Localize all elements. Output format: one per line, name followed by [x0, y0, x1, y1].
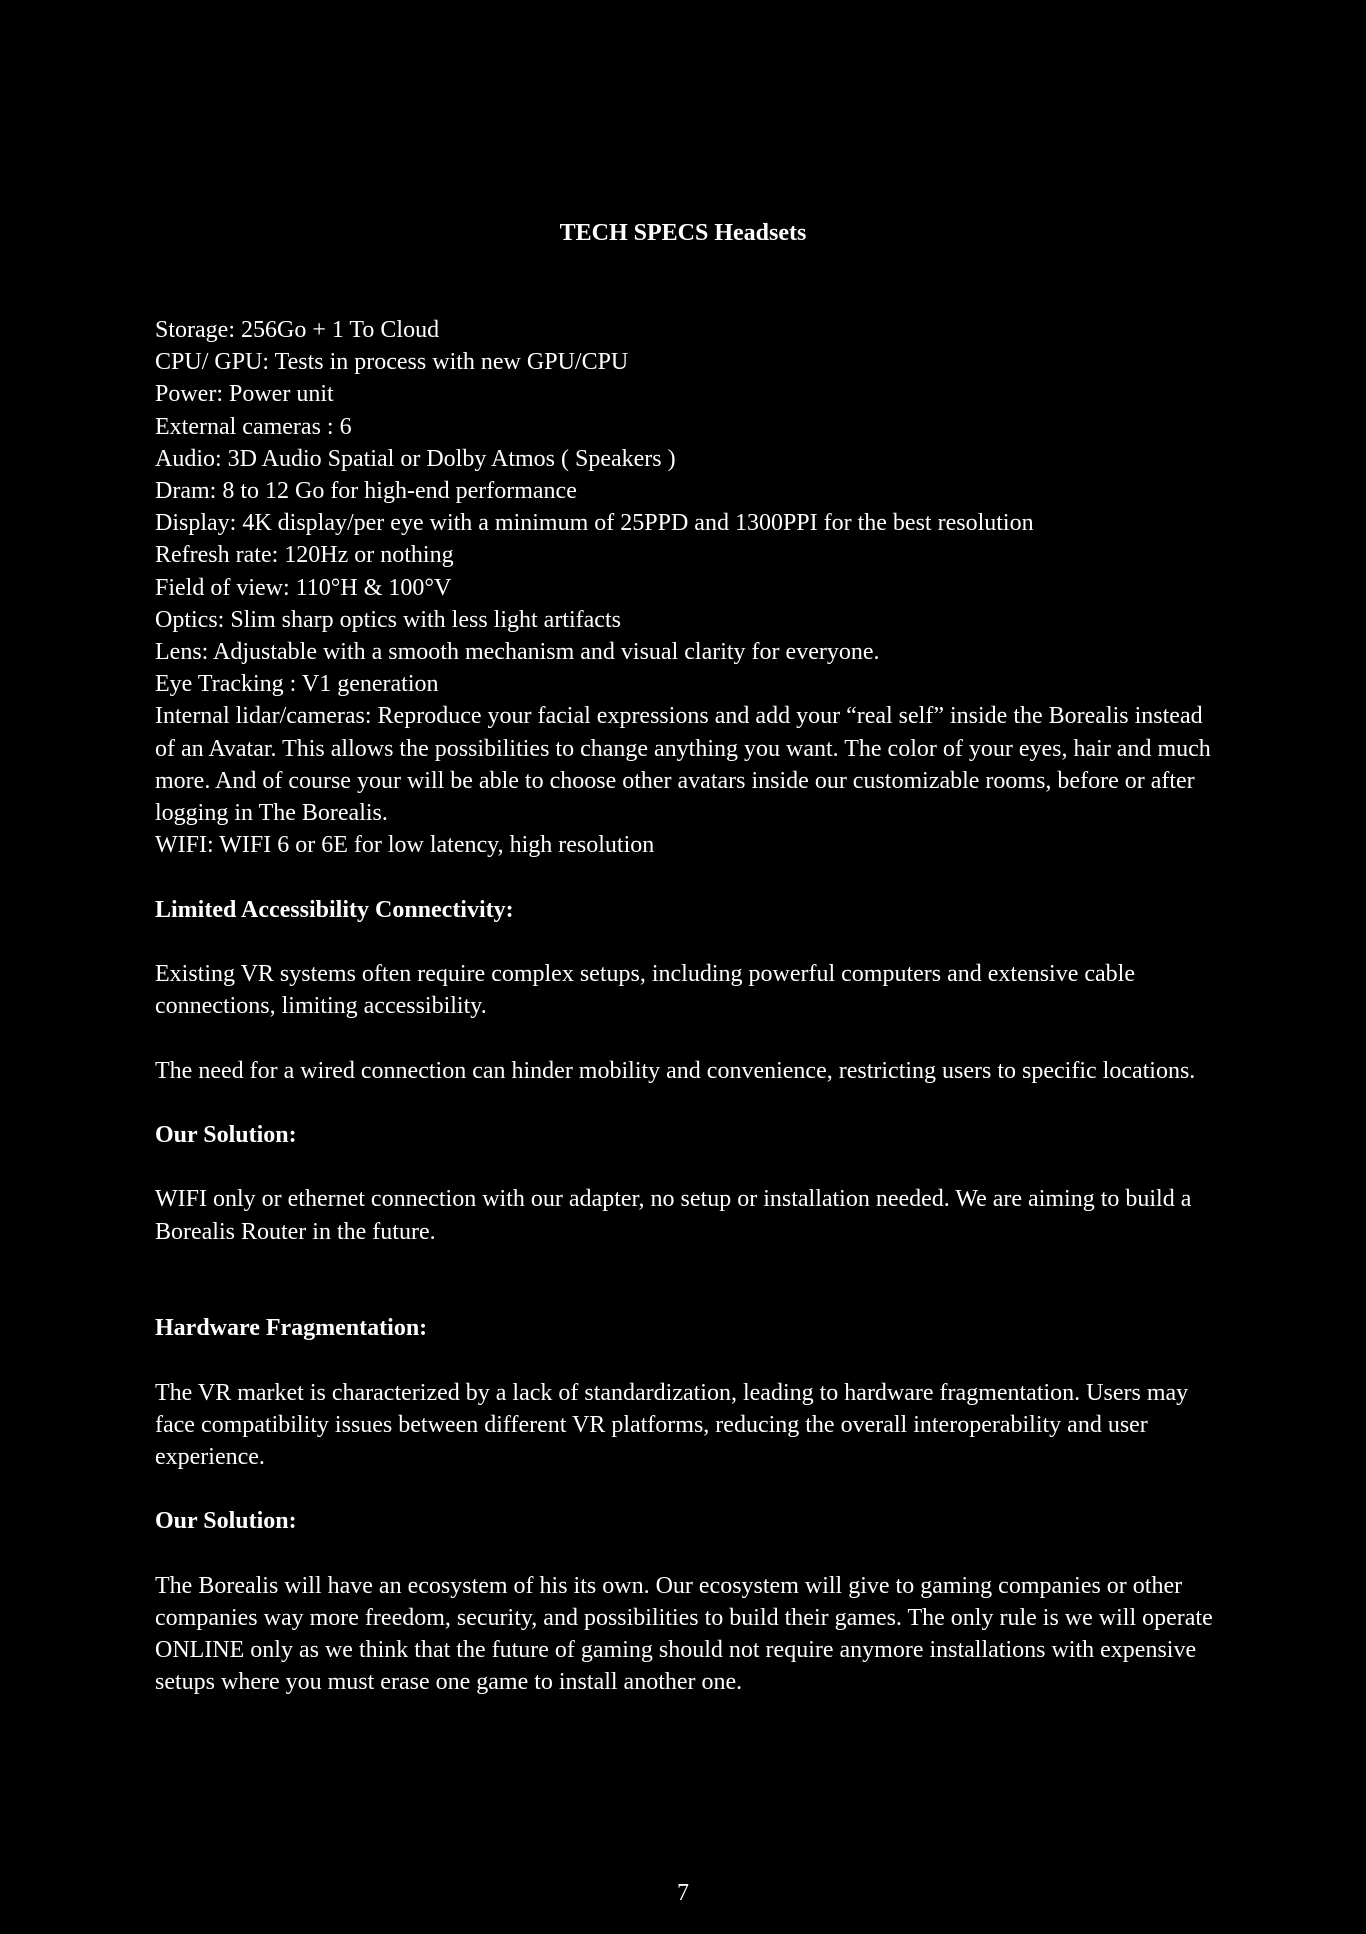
spec-wifi: WIFI: WIFI 6 or 6E for low latency, high resolution — [155, 832, 655, 859]
spec-cpu-gpu: CPU/ GPU: Tests in process with new GPU/CPU — [155, 349, 629, 376]
spec-audio: Audio: 3D Audio Spatial or Dolby Atmos ( Speakers ) — [155, 445, 676, 472]
document-body — [155, 314, 1215, 1699]
fragmentation-paragraph-1: The VR market is characterized by a lack of standardization, leading to hardware fragmentation. Users may face compatibility issues between different VR platforms, reducing the overall interoperability and user experience. — [155, 1379, 1189, 1470]
spec-external-cameras: External cameras : 6 — [155, 413, 352, 440]
section-heading-connectivity: Limited Accessibility Connectivity: — [155, 896, 514, 923]
spec-refresh-rate: Refresh rate: 120Hz or nothing — [155, 542, 454, 569]
connectivity-paragraph-1: Existing VR systems often require complex setups, including powerful computers and extensive cable connections, limiting accessibility. — [155, 961, 1136, 1020]
fragmentation-solution-text: The Borealis will have an ecosystem of his its own. Our ecosystem will give to gaming companies or other companies way more freedom, security, and possibilities to build their games. The only rule is we will operate ONLINE only as we think that the future of gaming should not require anymore installations with expensive setups where you must erase one game to install another one. — [155, 1572, 1213, 1696]
page-number: 7 — [677, 1880, 689, 1906]
spec-dram: Dram: 8 to 12 Go for high-end performance — [155, 478, 577, 505]
spec-display: Display: 4K display/per eye with a minimum of 25PPD and 1300PPI for the best resolution — [155, 510, 1034, 537]
section-heading-fragmentation: Hardware Fragmentation: — [155, 1315, 428, 1342]
spec-list — [155, 314, 1215, 861]
spec-internal-lidar: Internal lidar/cameras: Reproduce your facial expressions and add your “real self” inside the Borealis instead of an Avatar. This allows the possibilities to change anything you want. The color of your eyes, hair and much more. And of course your will be able to choose other avatars inside our customizable rooms, before or after logging in The Borealis. — [155, 703, 1211, 827]
spec-power: Power: Power unit — [155, 381, 334, 408]
connectivity-paragraph-2: The need for a wired connection can hinder mobility and convenience, restricting users to specific locations. — [155, 1057, 1196, 1084]
connectivity-solution-heading: Our Solution: — [155, 1122, 297, 1149]
spec-eye-tracking: Eye Tracking : V1 generation — [155, 671, 439, 698]
spec-lens: Lens: Adjustable with a smooth mechanism and visual clarity for everyone. — [155, 639, 880, 666]
page-title: TECH SPECS Headsets — [559, 220, 807, 246]
fragmentation-solution-heading: Our Solution: — [155, 1508, 297, 1535]
spec-storage: Storage: 256Go + 1 To Cloud — [155, 317, 440, 343]
connectivity-solution-text: WIFI only or ethernet connection with our adapter, no setup or installation needed. We are aiming to build a Borealis Router in the future. — [155, 1186, 1192, 1245]
spec-optics: Optics: Slim sharp optics with less light artifacts — [155, 606, 621, 633]
spec-field-of-view: Field of view: 110°H & 100°V — [155, 574, 452, 601]
